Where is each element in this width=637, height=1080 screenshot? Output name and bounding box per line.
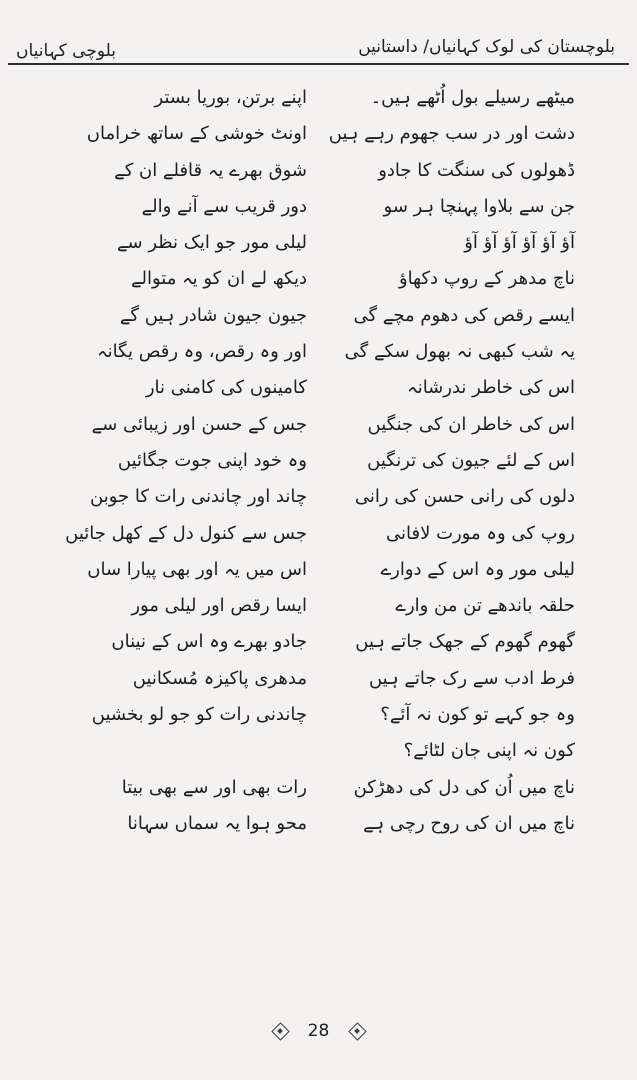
diamond-ornament-icon: [271, 1022, 289, 1040]
verse-row: [0, 86, 637, 122]
verse-right: حلقہ باندھے تن من وارے: [395, 595, 575, 617]
verse-right: گھوم گھوم کے جھک جاتے ہیں: [355, 631, 575, 653]
verse-left: جادو بھرے وہ اس کے نیناں: [111, 631, 307, 653]
verse-row: [0, 594, 637, 630]
verse-row: [0, 667, 637, 703]
verse-right: یہ شب کبھی نہ بھول سکے گی: [344, 341, 575, 363]
verse-row: [0, 522, 637, 558]
verse-row: [0, 122, 637, 158]
verse-right: کون نہ اپنی جان لٹائے؟: [403, 740, 575, 762]
verse-right: دلوں کی رانی حسن کی رانی: [354, 486, 575, 508]
verse-right: اس کی خاطر ان کی جنگیں: [367, 413, 575, 435]
verse-left: وہ خود اپنی جوت جگائیں: [117, 449, 307, 471]
verse-right: میٹھے رسیلے بول اُٹھے ہیں۔: [370, 87, 575, 108]
verse-right: جن سے بلاوا پہنچا ہر سو: [383, 195, 575, 217]
verse-row: [0, 195, 637, 231]
verse-left: اونٹ خوشی کے ساتھ خراماں: [86, 123, 307, 145]
verse-left: دیکھ لے ان کو یہ متوالے: [130, 268, 307, 290]
diamond-ornament-icon: [348, 1022, 366, 1040]
page-header: [0, 14, 637, 62]
verse-row: [0, 703, 637, 739]
verse-left: دور قریب سے آنے والے: [141, 195, 307, 217]
verse-left: محو ہوا یہ سماں سہانا: [127, 812, 307, 834]
verse-row: [0, 630, 637, 666]
verse-row: [0, 231, 637, 267]
verse-left: اس میں یہ اور بھی پیارا ساں: [87, 558, 307, 580]
verse-right: فرط ادب سے رک جاتے ہیں: [368, 667, 575, 689]
chapter-title: بلوچستان کی لوک کہانیاں/ داستانیں: [358, 37, 615, 57]
book-title: بلوچی کہانیاں: [16, 41, 116, 61]
verse-row: [0, 776, 637, 812]
verse-left: ایسا رقص اور لیلی مور: [131, 595, 307, 617]
verse-right: اس کی خاطر ندرشانہ: [407, 377, 575, 399]
verse-right: ایسے رقص کی دھوم مچے گی: [353, 304, 575, 326]
header-rule: [8, 63, 629, 65]
verse-row: [0, 159, 637, 195]
verse-row: [0, 558, 637, 594]
verse-left: جیون جیون شادر ہیں گے: [119, 304, 307, 326]
verse-left: جس سے کنول دل کے کھل جائیں: [65, 522, 307, 544]
page-number: 28: [307, 1020, 330, 1041]
verse-left: مدھری پاکیزہ مُسکانیں: [132, 667, 307, 689]
verse-right: لیلی مور وہ اس کے دوارے: [380, 558, 575, 580]
verse-left: چاند اور چاندنی رات کا جوبن: [90, 486, 307, 508]
verse-row: [0, 340, 637, 376]
page-footer: [0, 1020, 637, 1050]
verse-row: [0, 812, 637, 848]
verse-right: وہ جو کہے تو کون نہ آئے؟: [380, 704, 575, 726]
poem: [0, 86, 637, 848]
verse-left: لیلی مور جو ایک نظر سے: [116, 232, 307, 254]
verse-left: اپنے برتن، بوریا بستر: [154, 87, 307, 108]
verse-right: ناچ میں ان کی روح رچی ہے: [363, 812, 575, 834]
verse-right: ڈھولوں کی سنگت کا جادو: [378, 159, 575, 181]
verse-right: آؤ آؤ آؤ آؤ آؤ آؤ: [464, 232, 575, 254]
verse-left: کامینوں کی کامنی نار: [145, 377, 307, 399]
verse-row: [0, 304, 637, 340]
verse-left: چاندنی رات کو جو لو بخشیں: [91, 704, 307, 726]
verse-row: [0, 485, 637, 521]
verse-row: [0, 739, 637, 775]
verse-left: اور وہ رقص، وہ رقص یگانہ: [97, 341, 307, 363]
verse-row: [0, 449, 637, 485]
verse-row: [0, 413, 637, 449]
verse-right: دشت اور در سب جھوم رہے ہیں: [328, 123, 575, 145]
verse-right: اس کے لئے جیون کی ترنگیں: [367, 449, 575, 471]
verse-right: روپ کی وہ مورت لافانی: [386, 522, 575, 544]
verse-row: [0, 267, 637, 303]
verse-left: شوق بھرے یہ قافلے ان کے: [114, 159, 307, 181]
verse-right: ناچ مدھر کے روپ دکھاؤ: [398, 268, 575, 290]
verse-row: [0, 376, 637, 412]
verse-right: ناچ میں اُن کی دل کی دھڑکن: [353, 776, 575, 798]
verse-left: جس کے حسن اور زیبائی سے: [91, 413, 307, 435]
verse-left: رات بھی اور سے بھی بیتا: [121, 776, 307, 798]
